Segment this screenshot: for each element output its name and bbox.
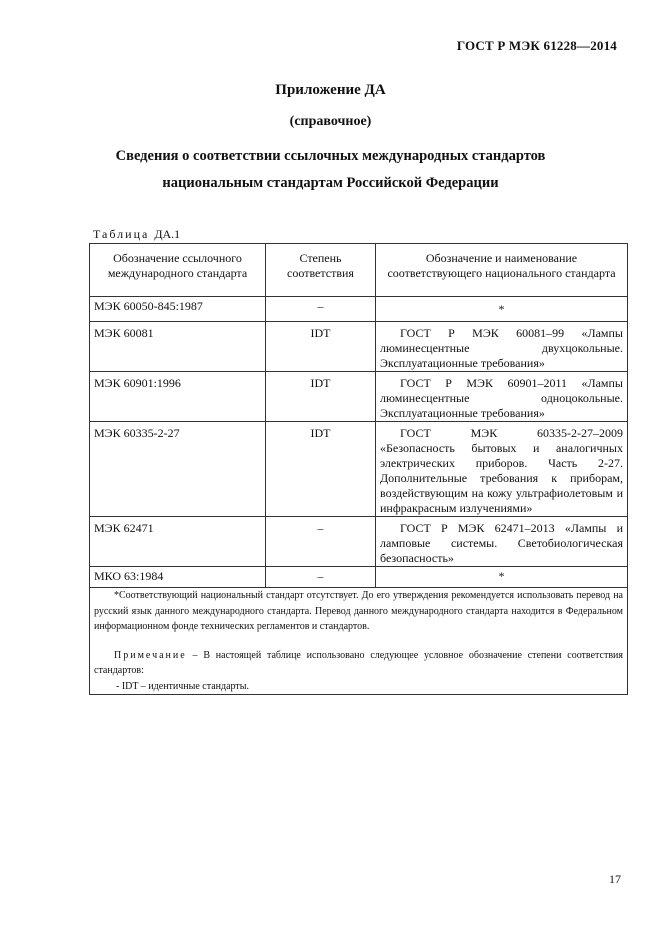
cell-national-standard: ГОСТ МЭК 60335-2-27–2009 «Безопасность бытовых и аналогичных электрических приборов. Часть 2-27. Дополнительные требования к приборам, воздействующим на кожу ультрафиолетовым и инфракрасным излучениями» [376, 422, 628, 517]
cell-international-standard: МКО 63:1984 [90, 567, 266, 588]
table-footnote-cell [90, 588, 628, 695]
cell-degree: – [266, 297, 376, 322]
note-label: Примечание [114, 649, 187, 661]
column-header-national-standard: Обозначение и наименование соответствующего национального стандарта [376, 244, 628, 297]
cell-international-standard: МЭК 60335-2-27 [90, 422, 266, 517]
note-text: – В настоящей таблице использовано следующее условное обозначение степени соответствия стандартов: [94, 649, 624, 676]
document-code: ГОСТ Р МЭК 61228—2014 [456, 38, 617, 53]
cell-degree: – [266, 567, 376, 588]
column-header-degree: Степень соответствия [266, 244, 376, 297]
appendix-subtitle: (справочное) [289, 114, 372, 129]
cell-international-standard: МЭК 60901:1996 [90, 372, 266, 422]
cell-national-standard: * [376, 567, 628, 588]
table-row [90, 422, 628, 517]
cell-degree: IDT [266, 422, 376, 517]
table-caption-prefix: Таблица [93, 227, 150, 241]
column-header-international-standard: Обозначение ссылочного международного стандарта [90, 244, 266, 297]
table-row [90, 297, 628, 322]
page-number: 17 [609, 872, 621, 886]
cell-degree: IDT [266, 372, 376, 422]
table-footer-row [90, 588, 628, 695]
cell-international-standard: МЭК 60081 [90, 322, 266, 372]
cell-international-standard: МЭК 60050-845:1987 [90, 297, 266, 322]
appendix-heading-line-2: национальным стандартам Российской Федерации [162, 175, 499, 191]
cell-national-standard: * [376, 297, 628, 322]
footnote-text: *Соответствующий национальный стандарт отсутствует. До его утверждения рекомендуется использовать перевод на русский язык данного международного стандарта. Перевод данного международного стандарта находится в Федеральном информационном фонде технических регламентов и стандартов. [94, 590, 623, 632]
cell-degree: – [266, 517, 376, 567]
cell-national-standard: ГОСТ Р МЭК 62471–2013 «Лампы и ламповые системы. Светобиологическая безопасность» [376, 517, 628, 567]
appendix-heading-line-1: Сведения о соответствии ссылочных международных стандартов [115, 148, 546, 164]
appendix-title: Приложение ДА [275, 82, 386, 98]
cell-international-standard: МЭК 62471 [90, 517, 266, 567]
table-row [90, 517, 628, 567]
table-row [90, 322, 628, 372]
table-header-row [90, 244, 628, 297]
table-caption-number: ДА.1 [154, 227, 181, 241]
cell-national-standard: ГОСТ Р МЭК 60901–2011 «Лампы люминесцентные одноцокольные. Эксплуатационные требования» [376, 372, 628, 422]
note-paragraph [94, 648, 623, 679]
table-row [90, 567, 628, 588]
cell-degree: IDT [266, 322, 376, 372]
table-row [90, 372, 628, 422]
note-list-item: - IDT – идентичные стандарты. [116, 680, 250, 692]
table-caption [93, 227, 180, 242]
cell-national-standard: ГОСТ Р МЭК 60081–99 «Лампы люминесцентные двухцокольные. Эксплуатационные требования» [376, 322, 628, 372]
correspondence-table [89, 243, 628, 695]
